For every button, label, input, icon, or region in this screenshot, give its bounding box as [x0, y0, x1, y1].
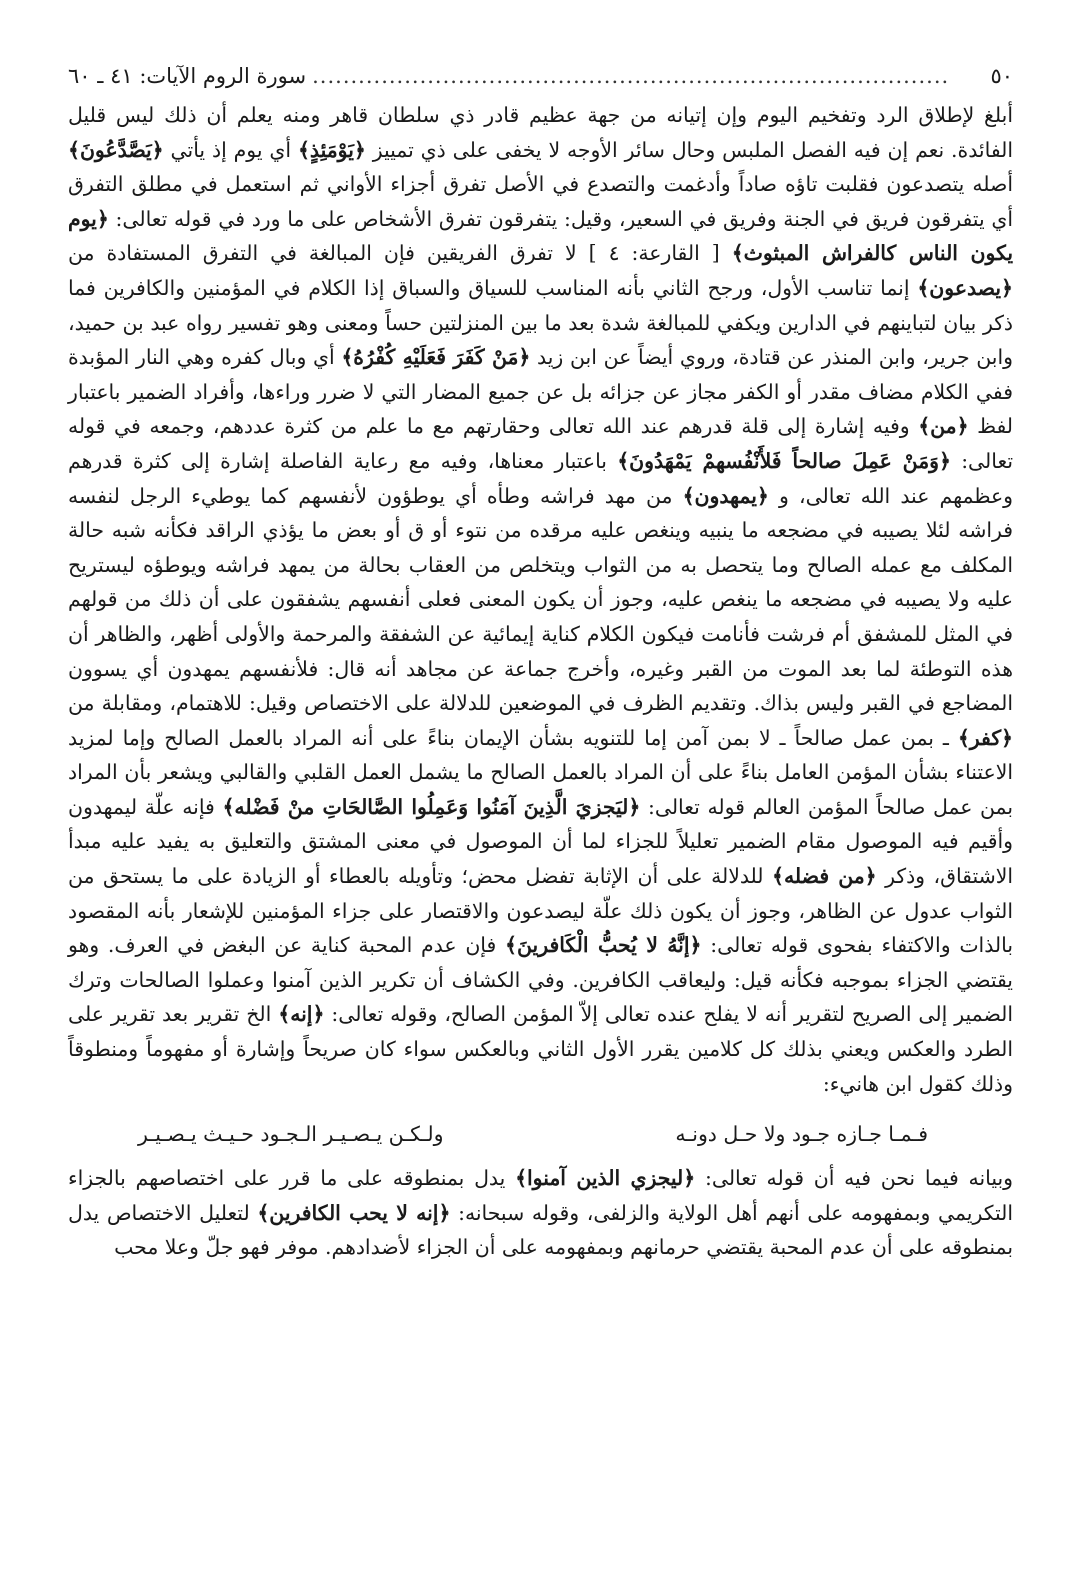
running-header [68, 58, 1013, 94]
body-text [68, 98, 1013, 1265]
page [68, 58, 1013, 1265]
quran-quote: ﴿يصدعون﴾ [917, 275, 1013, 300]
text-segment: الخ تقرير بعد تقرير على الطرد والعكس ويعني بذلك كل كلامين يقرر الأول الثاني وبالعكس سواء كان صريحاً وإشارة أو مفهوماً ومنطوقاً وذلك كقول ابن هانيء: [68, 1002, 1013, 1096]
quran-quote: ﴿يَصَّدَّعُونَ﴾ [68, 137, 164, 162]
quran-quote: ﴿يوم يكون الناس كالفراش المبثوث﴾ [68, 206, 1014, 266]
quran-quote: ﴿يمهدون﴾ [682, 483, 769, 508]
verse-hemistich-second: ولـكـن يـصـيـر الـجـود حـيـث يـصـيـر [138, 1122, 444, 1147]
text-segment: وفيه إشارة إلى قلة قدرهم عند الله تعالى وحقارتهم مع ما علم من كثرة عددهم، وجمعه في قوله تعالى: [68, 414, 1013, 473]
text-segment: يدل بمنطوقه على ما قرر على اختصاصهم بالجزاء التكريمي وبمفهومه على أنهم أهل الولاية والزلفى، وقوله سبحانه: [68, 1166, 1013, 1225]
paragraph-2 [68, 1161, 1013, 1265]
text-segment: فإن عدم المحبة كناية عن البغض في العرف. وهو يقتضي الجزاء بموجبه فكأنه قيل: وليعاقب الكافرين. وفي الكشاف أن تكرير الذين آمنوا وعملوا الصالحات وترك الضمير إلى الصريح لتقرير أنه لا يفلح عنده تعالى إلاّ المؤمن الصالح، وقوله تعالى: [68, 933, 1013, 1027]
quran-quote: ﴿مَنْ كَفَرَ فَعَلَيْهِ كُفْرُهُ﴾ [341, 345, 531, 370]
quran-quote: ﴿كفر﴾ [957, 725, 1013, 750]
quran-quote: ﴿يَوْمَئِذٍ﴾ [297, 137, 366, 162]
text-segment: [ القارعة: ٤ ] لا تفرق الفريقين فإن المبالغة في التفرق المستفادة من [68, 241, 732, 266]
page-number: ٥٠ [990, 64, 1013, 88]
text-segment: من مهد فراشه وطأه أي يوطؤون لأنفسهم كما يوطيء الرجل لنفسه فراشه لئلا يصيبه في مضجعه ما ينبيه وينغص عليه مرقده من نتوء أو ق أو بعض ما يؤذي الراقد فكأنه شبه حالة المكلف مع عمله الصالح وما يتحصل به من الثواب ويتخلص من العقاب بحالة من يمهد فراشه ويوطؤه ليستريح عليه ولا يصيبه في مضجعه ما ينغص عليه، وجوز أن يكون المعنى فعلى أنفسهم يشفقون على أن ذلك من قولهم في المثل للمشفق أم فرشت فأنامت فيكون الكلام كناية إيمائية عن الشفقة والمرحمة والأولى أظهر، والظاهر أن هذه التوطئة لما بعد الموت من القبر وغيره، وأخرج جماعة عن مجاهد أنه قال: فلأنفسهم يمهدون أي يسوون المضاجع في القبر وليس بذاك. وتقديم الظرف في الموضعين للدلالة على الاختصاص وقيل: للاهتمام، ومقابلة من [68, 483, 1013, 716]
text-segment: للدلالة على أن الإثابة تفضل محض؛ وتأويله بالعطاء أو الزيادة على ما يستحق من الثواب عدول عن الظاهر، وجوز أن يكون ذلك علّة ليصدعون والاقتصار على جزاء المؤمنين للإشعار بأنه المقصود بالذات والاكتفاء بفحوى قوله تعالى: [68, 864, 1014, 958]
text-segment: باعتبار معناها، وفيه مع رعاية الفاصلة إشارة إلى كثرة قدرهم وعظمهم عند الله تعالى، و [68, 448, 1013, 508]
quran-quote: ﴿من﴾ [918, 414, 969, 439]
header-leader-dots: ................................................................................... [312, 64, 950, 88]
running-title: سورة الروم الآيات: ٤١ ـ ٦٠ [68, 64, 307, 88]
quran-quote: ﴿ليجزي الذين آمنوا﴾ [515, 1166, 696, 1191]
text-segment: وبيانه فيما نحن فيه أن قوله تعالى: [695, 1166, 1014, 1191]
quran-quote: ﴿من فضله﴾ [772, 864, 877, 889]
quran-quote: ﴿إنه لا يحب الكافرين﴾ [257, 1200, 451, 1225]
text-segment: أي يوم إذ يأتي [163, 137, 298, 162]
paragraph-1 [68, 98, 1013, 1101]
quran-quote: ﴿إنَّهُ لا يُحبُّ الْكَافرينَ﴾ [505, 933, 702, 958]
quran-quote: ﴿ليَجزيَ الَّذِينَ آمَنُوا وَعَمِلُوا الصَّالحَاتِ منْ فَضْله﴾ [222, 794, 641, 819]
verse-hemistich-first: فـمـا جـازه جـود ولا حـل دونـه [675, 1122, 928, 1147]
text-segment: إنما تناسب الأول، ورجح الثاني بأنه المناسب للسياق والسباق إذا الكلام في المؤمنين والكافرين فما ذكر بيان لتباينهم في الدارين ويكفي للمبالغة شدة بعد ما بين المنزلتين حساً ومعنى وهو تفسير رواه عبد بن حميد، وابن جرير، وابن المنذر عن قتادة، وروي أيضاً عن ابن زيد [68, 275, 1013, 370]
text-segment: لتعليل الاختصاص يدل بمنطوقه على أن عدم المحبة يقتضي حرمانهم وبمفهومه على أن الجزاء لأضدادهم. موفر فهو جلّ وعلا محب [68, 1200, 1013, 1260]
text-segment: أبلغ لإطلاق الرد وتفخيم اليوم وإن إتيانه من جهة عظيم قادر ذي سلطان قاهر ومنه يعلم أن ذلك ليس قليل الفائدة. نعم إن فيه الفصل الملبس وحال سائر الأوجه لا يخفى على ذي تمييز [68, 103, 1014, 162]
quran-quote: ﴿إنه﴾ [278, 1002, 325, 1027]
text-segment: فإنه علّة ليمهدون وأقيم فيه الموصول مقام الضمير تعليلاً للجزاء لما أن الموصول في معنى المشتق والتعليق به يفيد عليه مبدأ الاشتقاق، وذكر [68, 794, 1014, 889]
text-segment: أي وبال كفره وهي النار المؤبدة ففي الكلام مضاف مقدر أو الكفر مجاز عن جزائه بل عن جميع المضار التي لا ضرر وراءها، وأفراد الضمير باعتبار لفظ [68, 345, 1013, 439]
quran-quote: ﴿وَمَنْ عَمِلَ صالحاً فَلأَنْفُسهمْ يَمْهَدُونَ﴾ [617, 448, 951, 473]
text-segment: أصله يتصدعون فقلبت تاؤه صاداً وأدغمت والتصدع في الأصل تفرق أجزاء الأواني ثم استعمل في مطلق التفرق أي يتفرقون فريق في الجنة وفريق في السعير، وقيل: يتفرقون تفرق الأشخاص على ما ورد في قوله تعالى: [68, 172, 1013, 231]
text-segment: ـ بمن عمل صالحاً ـ لا بمن آمن إما للتنويه بشأن الإيمان بناءً على أنه المراد بالعمل الصالح وإما لمزيد الاعتناء بشأن المؤمن العامل بناءً على أن المراد بالعمل الصالح ما يشمل العمل القلبي والقالبي ويشعر بأن المراد بمن عمل صالحاً المؤمن العالم قوله تعالى: [68, 725, 1013, 819]
poetry-verse [138, 1117, 928, 1151]
